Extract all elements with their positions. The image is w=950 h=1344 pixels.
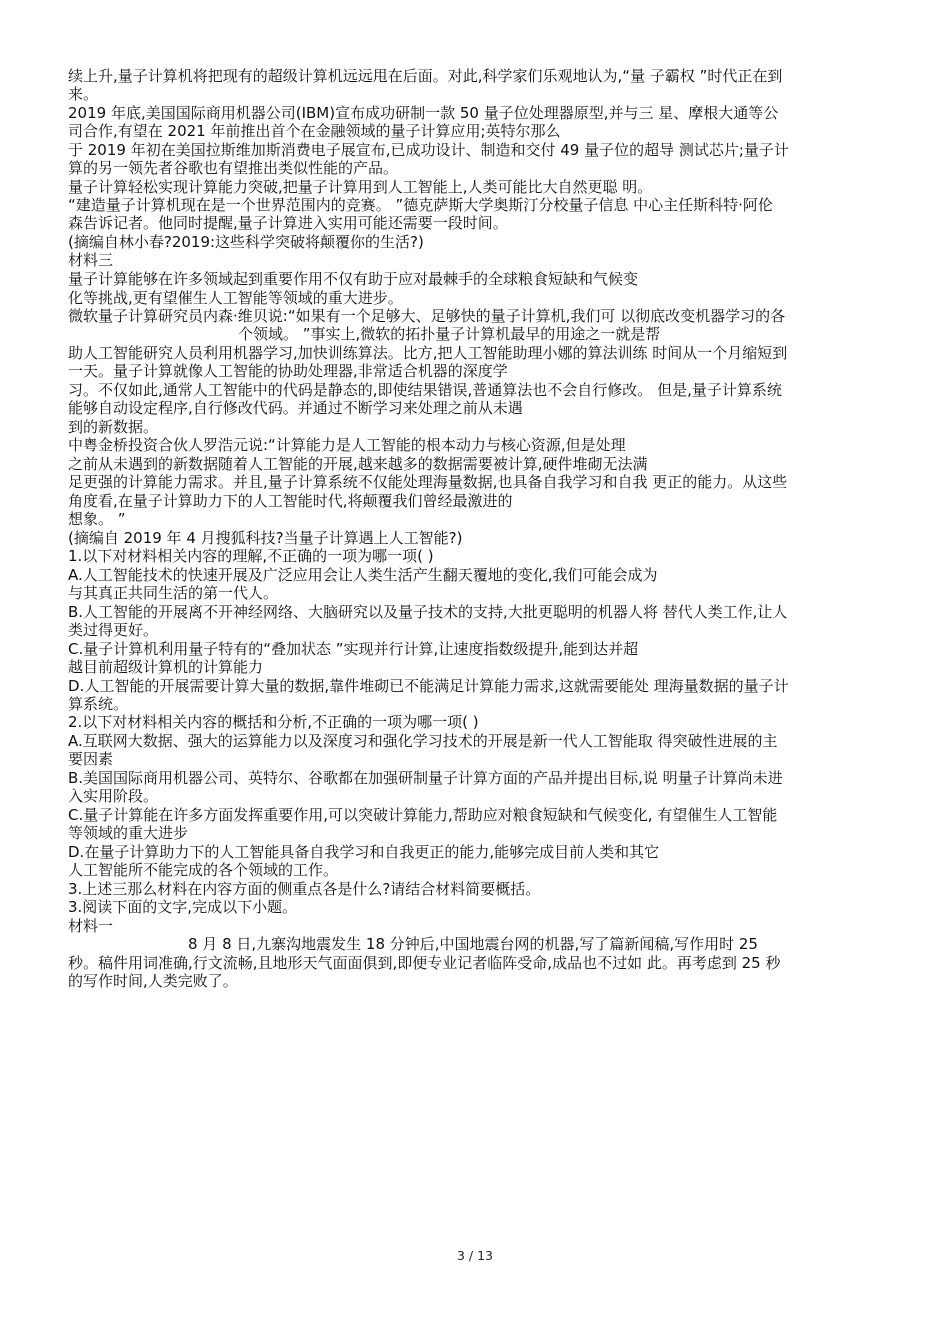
- text-line: C.量子计算能在许多方面发挥重要作用,可以突破计算能力,帮助应对粮食短缺和气候变化, 有望催生人工智能: [68, 806, 778, 824]
- text-line: 习。不仅如此,通常人工智能中的代码是静态的,即使结果错误,普通算法也不会自行修改。 但是,量子计算系统: [68, 381, 782, 399]
- text-line: 到的新数据。: [68, 418, 159, 436]
- text-line: 与其真正共同生活的第一代人。: [68, 584, 279, 602]
- text-line: D.在量子计算助力下的人工智能具备自我学习和自我更正的能力,能够完成目前人类和其它: [68, 843, 660, 861]
- text-line: (摘编自 2019 年 4 月搜狐科技?当量子计算遇上人工智能?): [68, 529, 463, 547]
- text-line: 2.以下对材料相关内容的概括和分析,不正确的一项为哪一项( ): [68, 713, 479, 731]
- text-line: B.美国国际商用机器公司、英特尔、谷歌都在加强研制量子计算方面的产品并提出目标,说 明量子计算尚未进: [68, 769, 783, 787]
- text-line: A.人工智能技术的快速开展及广泛应用会让人类生活产生翻天覆地的变化,我们可能会成为: [68, 566, 658, 584]
- page-number: 3 / 13: [456, 1248, 494, 1263]
- text-line: 中粤金桥投资合伙人罗浩元说:“计算能力是人工智能的根本动力与核心资源,但是处理: [68, 436, 626, 454]
- text-line: “建造量子计算机现在是一个世界范围内的竞赛。 ”德克萨斯大学奥斯汀分校量子信息 中心主任斯科特·阿伦: [68, 196, 773, 214]
- text-line: 森告诉记者。他同时提醒,量子计算进入实用可能还需要一段时间。: [68, 214, 508, 232]
- text-line: 助人工智能研究人员利用机器学习,加快训练算法。比方,把人工智能助理小娜的算法训练 时间从一个月缩短到: [68, 344, 788, 362]
- text-line: 个领域。 ”事实上,微软的拓扑量子计算机最早的用途之一就是帮: [238, 325, 661, 343]
- text-line: 之前从未遇到的新数据随着人工智能的开展,越来越多的数据需要被计算,硬件堆砌无法满: [68, 455, 648, 473]
- text-line: 想象。 ”: [68, 510, 126, 528]
- text-line: 足更强的计算能力需求。并且,量子计算系统不仅能处理海量数据,也具备自我学习和自我 更正的能力。从这些: [68, 473, 788, 491]
- text-line: 化等挑战,更有望催生人工智能等领域的重大进步。: [68, 289, 403, 307]
- text-line: 人工智能所不能完成的各个领域的工作。: [68, 861, 339, 879]
- text-line: 角度看,在量子计算助力下的人工智能时代,将颠覆我们曾经最激进的: [68, 492, 513, 510]
- text-line: 能够自动设定程序,自行修改代码。并通过不断学习来处理之前从未遇: [68, 399, 523, 417]
- text-line: 续上升,量子计算机将把现有的超级计算机远远甩在后面。对此,科学家们乐观地认为,“量 子霸权 ”时代正在到: [68, 67, 783, 85]
- text-line: (摘编自林小春?2019:这些科学突破将颠覆你的生活?): [68, 233, 424, 251]
- text-line: 司合作,有望在 2021 年前推出首个在金融领域的量子计算应用;英特尔那么: [68, 122, 561, 140]
- text-line: 2019 年底,美国国际商用机器公司(IBM)宣布成功研制一款 50 量子位处理器原型,并与三 星、摩根大通等公: [68, 104, 779, 122]
- text-line: A.互联网大数据、强大的运算能力以及深度习和强化学习技术的开展是新一代人工智能取 得突破性进展的主: [68, 732, 778, 750]
- text-line: 材料一: [68, 917, 114, 935]
- text-line: 入实用阶段。: [68, 787, 159, 805]
- text-line: 算的另一领先者谷歌也有望推出类似性能的产品。: [68, 159, 399, 177]
- text-line: B.人工智能的开展离不开神经网络、大脑研究以及量子技术的支持,大批更聪明的机器人将 替代人类工作,让人: [68, 603, 788, 621]
- text-line: 于 2019 年初在美国拉斯维加斯消费电子展宣布,已成功设计、制造和交付 49 量子位的超导 测试芯片;量子计: [68, 141, 789, 159]
- text-line: C.量子计算机利用量子特有的“叠加状态 ”实现并行计算,让速度指数级提升,能到达并超: [68, 640, 639, 658]
- text-line: D.人工智能的开展需要计算大量的数据,靠件堆砌已不能满足计算能力需求,这就需要能处 理海量数据的量子计: [68, 677, 789, 695]
- text-line: 8 月 8 日,九寨沟地震发生 18 分钟后,中国地震台网的机器,写了篇新闻稿,写作用时 25: [188, 935, 758, 953]
- text-line: 3.阅读下面的文字,完成以下小题。: [68, 898, 298, 916]
- text-line: 微软量子计算研究员内森·维贝说:“如果有一个足够大、足够快的量子计算机,我们可 以彻底改变机器学习的各: [68, 307, 786, 325]
- text-line: 算系统。: [68, 695, 129, 713]
- text-line: 来。: [68, 85, 99, 103]
- text-line: 一天。量子计算就像人工智能的协助处理器,非常适合机器的深度学: [68, 362, 508, 380]
- text-line: 材料三: [68, 251, 114, 269]
- text-line: 等领域的重大进步: [68, 824, 189, 842]
- text-line: 的写作时间,人类完败了。: [68, 972, 238, 990]
- text-line: 3.上述三那么材料在内容方面的侧重点各是什么?请结合材料简要概括。: [68, 880, 541, 898]
- text-line: 1.以下对材料相关内容的理解,不正确的一项为哪一项( ): [68, 547, 434, 565]
- text-line: 越目前超级计算机的计算能力: [68, 658, 264, 676]
- text-line: 量子计算轻松实现计算能力突破,把量子计算用到人工智能上,人类可能比大自然更聪 明。: [68, 178, 653, 196]
- text-line: 秒。稿件用词准确,行文流畅,且地形天气面面俱到,即便专业记者临阵受命,成品也不过如 此。再考虑到 25 秒: [68, 954, 781, 972]
- text-line: 类过得更好。: [68, 621, 159, 639]
- text-line: 量子计算能够在许多领域起到重要作用不仅有助于应对最棘手的全球粮食短缺和气候变: [68, 270, 639, 288]
- text-line: 要因素: [68, 750, 114, 768]
